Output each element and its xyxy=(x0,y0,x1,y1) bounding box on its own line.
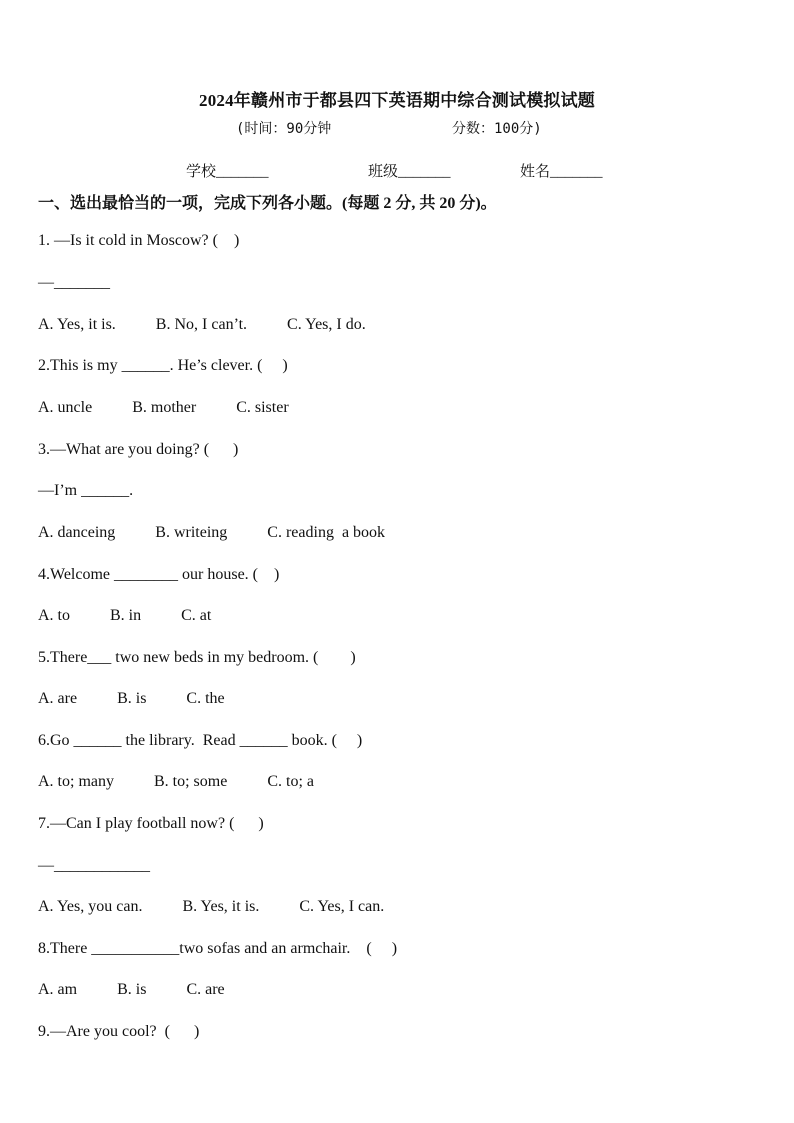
time-label: (时间：90分钟 xyxy=(236,121,332,137)
school-field: 学校_______ xyxy=(186,164,269,180)
answer-blank-1: —_______ xyxy=(38,274,110,291)
page-title: 2024年赣州市于都县四下英语期中综合测试模拟试题 xyxy=(199,91,595,110)
question-3: 3.—What are you doing? ( ) xyxy=(38,441,239,458)
options-2: A. uncle B. mother C. sister xyxy=(38,399,289,416)
options-3: A. danceing B. writeing C. reading a book xyxy=(38,524,386,541)
options-8: A. am B. is C. are xyxy=(38,981,225,998)
question-4: 4.Welcome ________ our house. ( ) xyxy=(38,566,280,583)
options-5: A. are B. is C. the xyxy=(38,690,225,707)
question-8: 8.There ___________two sofas and an armchair. ( ) xyxy=(38,940,398,957)
score-label: 分数：100分) xyxy=(452,121,542,137)
question-2: 2.This is my ______. He’s clever. ( ) xyxy=(38,357,288,374)
question-9: 9.—Are you cool? ( ) xyxy=(38,1023,200,1040)
question-7: 7.—Can I play football now? ( ) xyxy=(38,815,264,832)
options-4: A. to B. in C. at xyxy=(38,607,212,624)
question-6: 6.Go ______ the library. Read ______ book. ( ) xyxy=(38,732,363,749)
answer-blank-7: —____________ xyxy=(38,857,150,874)
class-field: 班级_______ xyxy=(368,164,451,180)
options-6: A. to; many B. to; some C. to; a xyxy=(38,773,314,790)
section-heading: 一、选出最恰当的一项，完成下列各小题。(每题 2 分, 共 20 分)。 xyxy=(38,195,497,212)
name-field: 姓名_______ xyxy=(520,164,603,180)
options-1: A. Yes, it is. B. No, I can’t. C. Yes, I do. xyxy=(38,316,366,333)
options-7: A. Yes, you can. B. Yes, it is. C. Yes, I can. xyxy=(38,898,385,915)
question-1: 1. —Is it cold in Moscow? ( ) xyxy=(38,232,240,249)
question-5: 5.There___ two new beds in my bedroom. ( ) xyxy=(38,649,356,666)
answer-blank-3: —I’m ______. xyxy=(38,482,134,499)
